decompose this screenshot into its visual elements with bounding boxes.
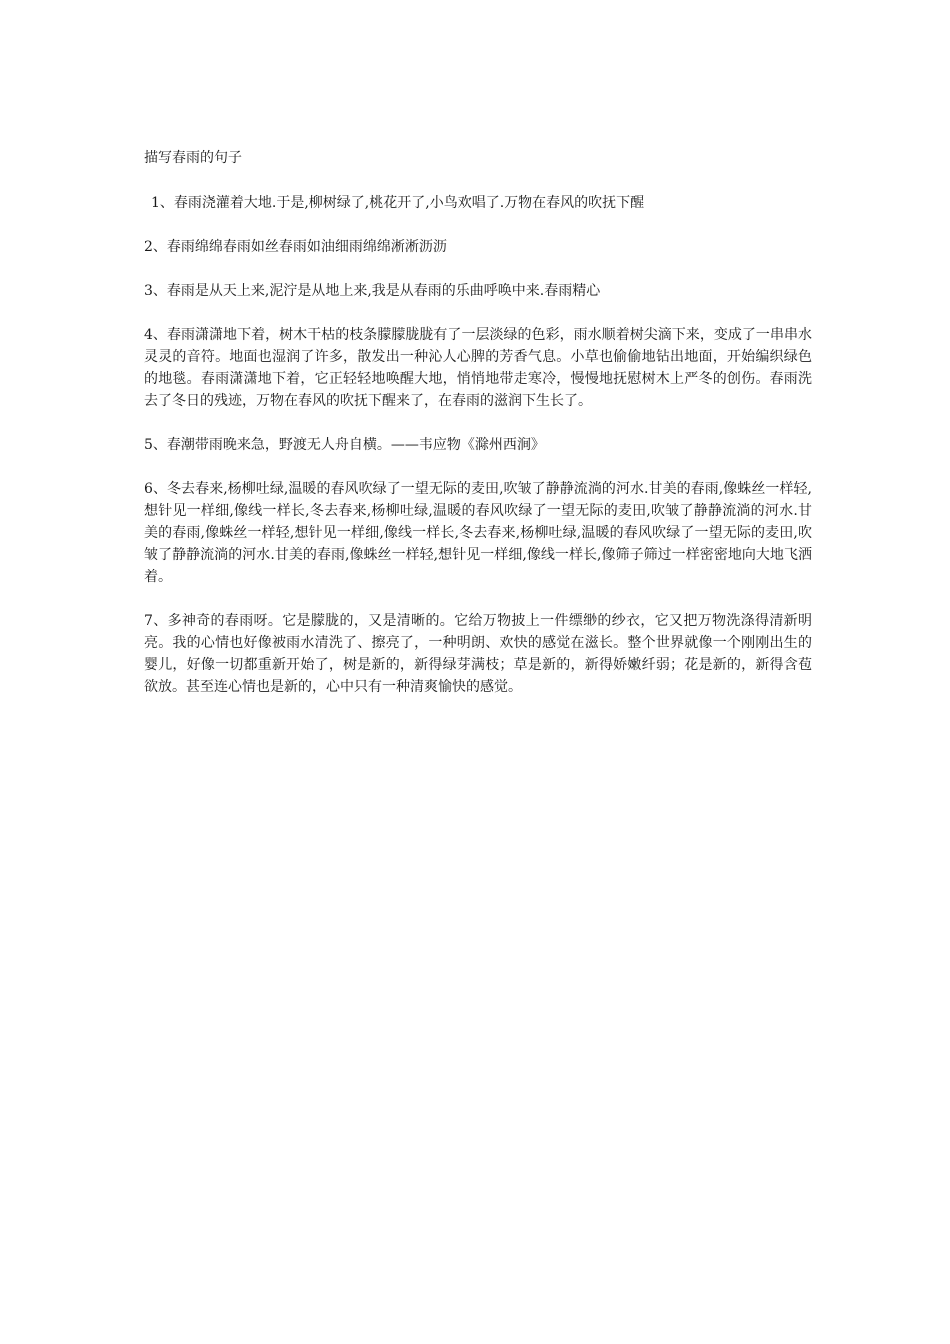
paragraph-5: 5、春潮带雨晚来急，野渡无人舟自横。——韦应物《滁州西涧》 [144, 437, 545, 453]
paragraph-1: 1、春雨浇灌着大地.于是,柳树绿了,桃花开了,小鸟欢唱了.万物在春风的吹抚下醒 [151, 195, 645, 211]
paragraph-2: 2、春雨绵绵春雨如丝春雨如油细雨绵绵淅淅沥沥 [144, 239, 447, 255]
paragraph-7: 7、多神奇的春雨呀。它是朦胧的，又是清晰的。它给万物披上一件缥缈的纱衣，它又把万物洗涤得清新明亮。我的心情也好像被雨水清洗了、擦亮了，一种明朗、欢快的感觉在滋长。整个世界就像一个刚刚出生的婴儿，好像一切都重新开始了，树是新的，新得绿芽满枝；草是新的，新得娇嫩纤弱；花是新的，新得含苞欲放。甚至连心情也是新的，心中只有一种清爽愉快的感觉。 [144, 613, 812, 695]
document-title: 描写春雨的句子 [144, 150, 242, 166]
document-body [144, 146, 812, 720]
paragraph-4: 4、春雨潇潇地下着，树木干枯的枝条朦朦胧胧有了一层淡绿的色彩，雨水顺着树尖滴下来，变成了一串串水灵灵的音符。地面也湿润了许多，散发出一种沁人心脾的芳香气息。小草也偷偷地钻出地面，开始编织绿色的地毯。春雨潇潇地下着，它正轻轻地唤醒大地，悄悄地带走寒冷，慢慢地抚慰树木上严冬的创伤。春雨洗去了冬日的残迹，万物在春风的吹抚下醒来了，在春雨的滋润下生长了。 [144, 327, 812, 409]
paragraph-6: 6、冬去春来,杨柳吐绿,温暖的春风吹绿了一望无际的麦田,吹皱了静静流淌的河水.甘美的春雨,像蛛丝一样轻,想针见一样细,像线一样长,冬去春来,杨柳吐绿,温暖的春风吹绿了一望无际的麦田,吹皱了静静流淌的河水.甘美的春雨,像蛛丝一样轻,想针见一样细,像线一样长,冬去春来,杨柳吐绿,温暖的春风吹绿了一望无际的麦田,吹皱了静静流淌的河水.甘美的春雨,像蛛丝一样轻,想针见一样细,像线一样长,像筛子筛过一样密密地向大地飞洒着。 [144, 481, 812, 585]
paragraph-3: 3、春雨是从天上来,泥泞是从地上来,我是从春雨的乐曲呼唤中来.春雨精心 [144, 283, 601, 299]
